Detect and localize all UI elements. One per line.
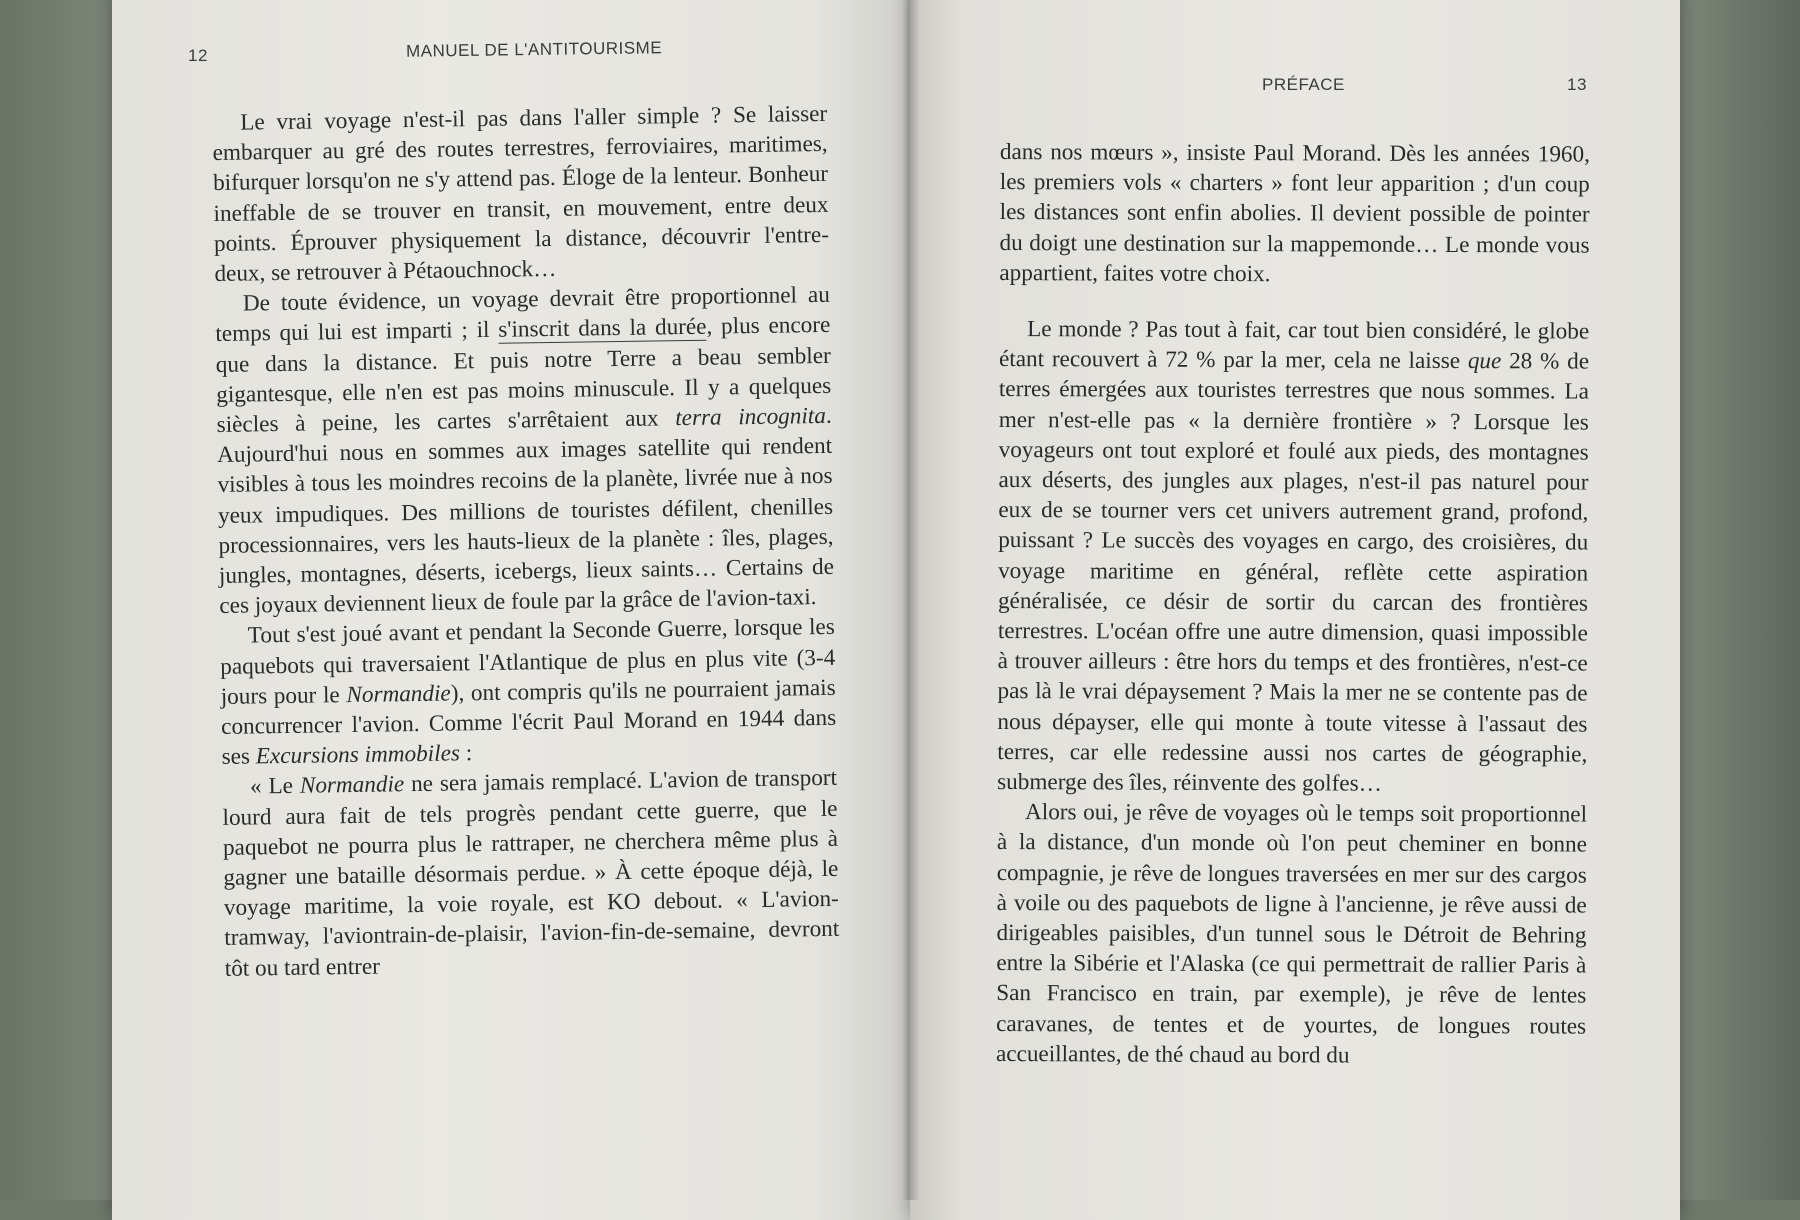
paragraph: Tout s'est joué avant et pendant la Seconde Guerre, lorsque les paquebots qui traversaient l'Atlantique de plus en plus vite (3-4 jours pour le Normandie), ont compris qu'ils ne pourraient jamais concurrencer l'avion. Comme l'écrit Paul Morand en 1944 dans ses Excursions immobiles : [220,614,837,771]
quotation-paragraph: « Le Normandie ne sera jamais remplacé. L'avion de transport lourd aura fait de tels progrès pendant cette guerre, que le paquebot ne pourra plus le rattraper, ne cherchera même plus à gagner une bataille désormais perdue. » À cette époque déjà, le voyage maritime, la voie royale, est KO debout. « L'avion-tramway, l'aviontrain-de-plaisir, l'avion-fin-de-semaine, devront tôt ou tard entrer [222,765,840,982]
right-page [910,0,1680,1220]
left-page-body [212,99,840,984]
running-head-left: MANUEL DE L'ANTITOURISME [405,38,663,61]
running-head-right: PRÉFACE [1262,75,1345,94]
paragraph: Le monde ? Pas tout à fait, car tout bien considéré, le globe étant recouvert à 72 % par la mer, cela ne laisse que 28 % de terres émergées aux touristes terrestres que nous sommes. La mer n'est-elle pas « la dernière frontière » ? Lorsque les voyageurs ont tout exploré et foulé aux pieds, des montagnes aux déserts, des jungles aux plages, n'est-il pas naturel pour eux de se tourner vers cet univers autrement grand, profond, puissant ? Le succès des voyages en cargo, des croisières, du voyage maritime en général, reflète cette aspiration généralisée, ce désir de sortir du carcan des frontières terrestres. L'océan offre une autre dimension, quasi impossible à trouver ailleurs : être hors du temps et des frontières, n'est-ce pas là le vrai dépaysement ? Mais la mer ne se contente pas de nous dépayser, elle qui monte à toute vitesse à l'assaut des terres, car elle redessine aussi nos cartes de géographie, submerge des îles, réinvente des golfes… [997,316,1590,797]
paragraph: De toute évidence, un voyage devrait être proportionnel au temps qui lui est imparti ; il s'inscrit dans la durée, plus encore que dans la distance. Et puis notre Terre a beau sembler gigantesque, elle n'en est pas moins minuscule. Il y a quelques siècles à peine, les cartes s'arrêtaient aux terra incognita. Aujourd'hui nous en sommes aux images satellite qui rendent visibles à tous les moindres recoins de la planète, livrée nue à nos yeux impudiques. Des millions de touristes défilent, chenilles processionnaires, vers les hauts-lieux de la planète : îles, plages, jungles, montagnes, déserts, icebergs, lieux saints… Certains de ces joyaux deviennent lieux de foule par la grâce de l'avion-taxi. [215,282,835,620]
left-page [112,0,912,1220]
page-number-right: 13 [1567,75,1587,94]
paragraph: Le vrai voyage n'est-il pas dans l'aller simple ? Se laisser embarquer au gré des routes terrestres, ferroviaires, maritimes, bifurquer lorsqu'on ne s'y attend pas. Éloge de la lenteur. Bonheur ineffable de se trouver en transit, en mouvement, entre deux points. Éprouver physiquement la distance, découvrir l'entre-deux, se retrouver à Pétaouchnock… [212,100,830,287]
page-number-left: 12 [188,46,208,65]
right-page-body [996,137,1590,1072]
book-spine [902,0,920,1200]
paragraph: Alors oui, je rêve de voyages où le temps soit proportionnel à la distance, d'un monde où l'on peut cheminer en bonne compagnie, je rêve de longues traversées en mer sur des cargos à voile ou des paquebots de ligne à l'ancienne, je rêve aussi de dirigeables paisibles, d'un tunnel sous le Détroit de Behring entre la Sibérie et l'Alaska (ce qui permettrait de rallier Paris à San Francisco en train, par exemple), je rêve de lentes caravanes, de tentes et de yourtes, de longues routes accueillantes, de thé chaud au bord du [995,799,1588,1069]
paragraph: dans nos mœurs », insiste Paul Morand. Dès les années 1960, les premiers vols « charters » font leur apparition ; d'un coup les distances sont enfin abolies. Il devient possible de pointer du doigt une destination sur la mappemonde… Le monde vous appartient, faites votre choix. [999,138,1590,287]
underlined-passage: s'inscrit dans la durée [498,314,707,344]
